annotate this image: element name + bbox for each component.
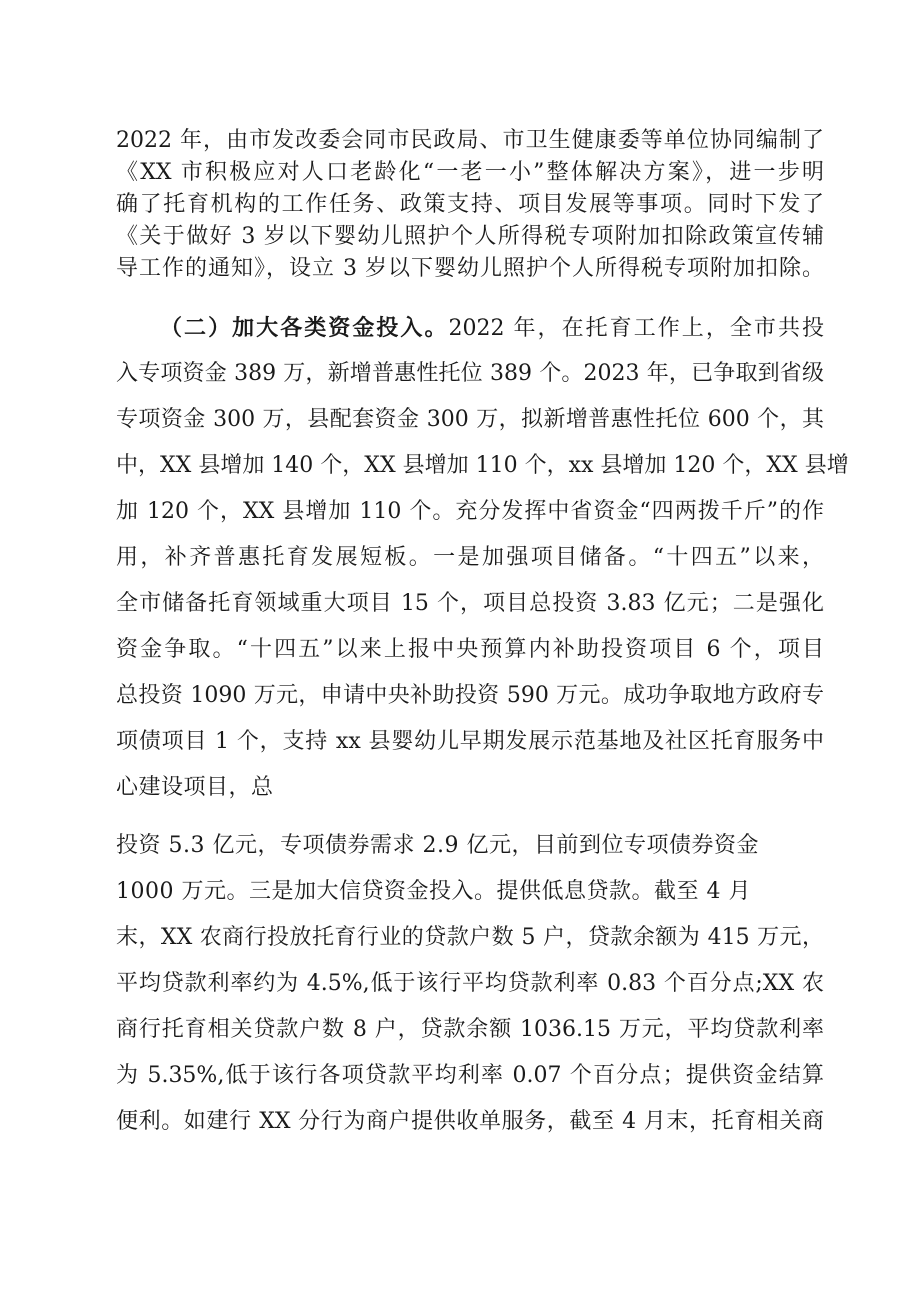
text-line: 项债项目 1 个，支持 xx 县婴幼儿早期发展示范基地及社区托育服务中 <box>116 729 824 754</box>
text-line: 专项资金 300 万，县配套资金 300 万，拟新增普惠性托位 600 个，其 <box>116 407 824 432</box>
text-line: 1000 万元。三是加大信贷资金投入。提供低息贷款。截至 4 月 <box>116 879 751 904</box>
text-line: 《XX 市积极应对人口老龄化“一老一小”整体解决方案》，进一步明 <box>116 160 824 185</box>
text-line: 总投资 1090 万元，申请中央补助投资 590 万元。成功争取地方政府专 <box>116 683 824 708</box>
text-line: 入专项资金 389 万，新增普惠性托位 389 个。2023 年，已争取到省级 <box>116 361 824 386</box>
section-heading: （二）加大各类资金投入。 <box>160 315 449 341</box>
text-line: 2022 年，由市发改委会同市民政局、市卫生健康委等单位协同编制了 <box>116 128 824 153</box>
text-line: 平均贷款利率约为 4.5%,低于该行平均贷款利率 0.83 个百分点;XX 农 <box>116 971 824 996</box>
text-line: 商行托育相关贷款户数 8 户，贷款余额 1036.15 万元，平均贷款利率 <box>116 1017 824 1042</box>
paragraph-first-line <box>160 315 824 342</box>
text-line: 便利。如建行 XX 分行为商户提供收单服务，截至 4 月末，托育相关商 <box>116 1109 824 1134</box>
text-line: 导工作的通知》，设立 3 岁以下婴幼儿照护个人所得税专项附加扣除。 <box>116 256 824 281</box>
text-line: 心建设项目，总 <box>116 775 274 800</box>
text-run: 2022 年，在托育工作上，全市共投 <box>448 316 824 341</box>
text-line: 《关于做好 3 岁以下婴幼儿照护个人所得税专项附加扣除政策宣传辅 <box>116 224 824 249</box>
text-line: 资金争取。“十四五”以来上报中央预算内补助投资项目 6 个，项目 <box>116 637 824 662</box>
text-line: 中，XX 县增加 140 个，XX 县增加 110 个，xx 县增加 120 个，XX 县增 <box>116 453 849 478</box>
text-line: 投资 5.3 亿元，专项债券需求 2.9 亿元，目前到位专项债券资金 <box>116 833 759 858</box>
text-line: 加 120 个，XX 县增加 110 个。充分发挥中省资金“四两拨千斤”的作 <box>116 499 824 524</box>
text-line: 为 5.35%,低于该行各项贷款平均利率 0.07 个百分点；提供资金结算 <box>116 1063 824 1088</box>
text-line: 用，补齐普惠托育发展短板。一是加强项目储备。“十四五”以来， <box>116 545 824 570</box>
text-line: 确了托育机构的工作任务、政策支持、项目发展等事项。同时下发了 <box>116 192 824 217</box>
text-line: 全市储备托育领域重大项目 15 个，项目总投资 3.83 亿元；二是强化 <box>116 591 824 616</box>
text-line: 末，XX 农商行投放托育行业的贷款户数 5 户，贷款余额为 415 万元， <box>116 925 824 950</box>
